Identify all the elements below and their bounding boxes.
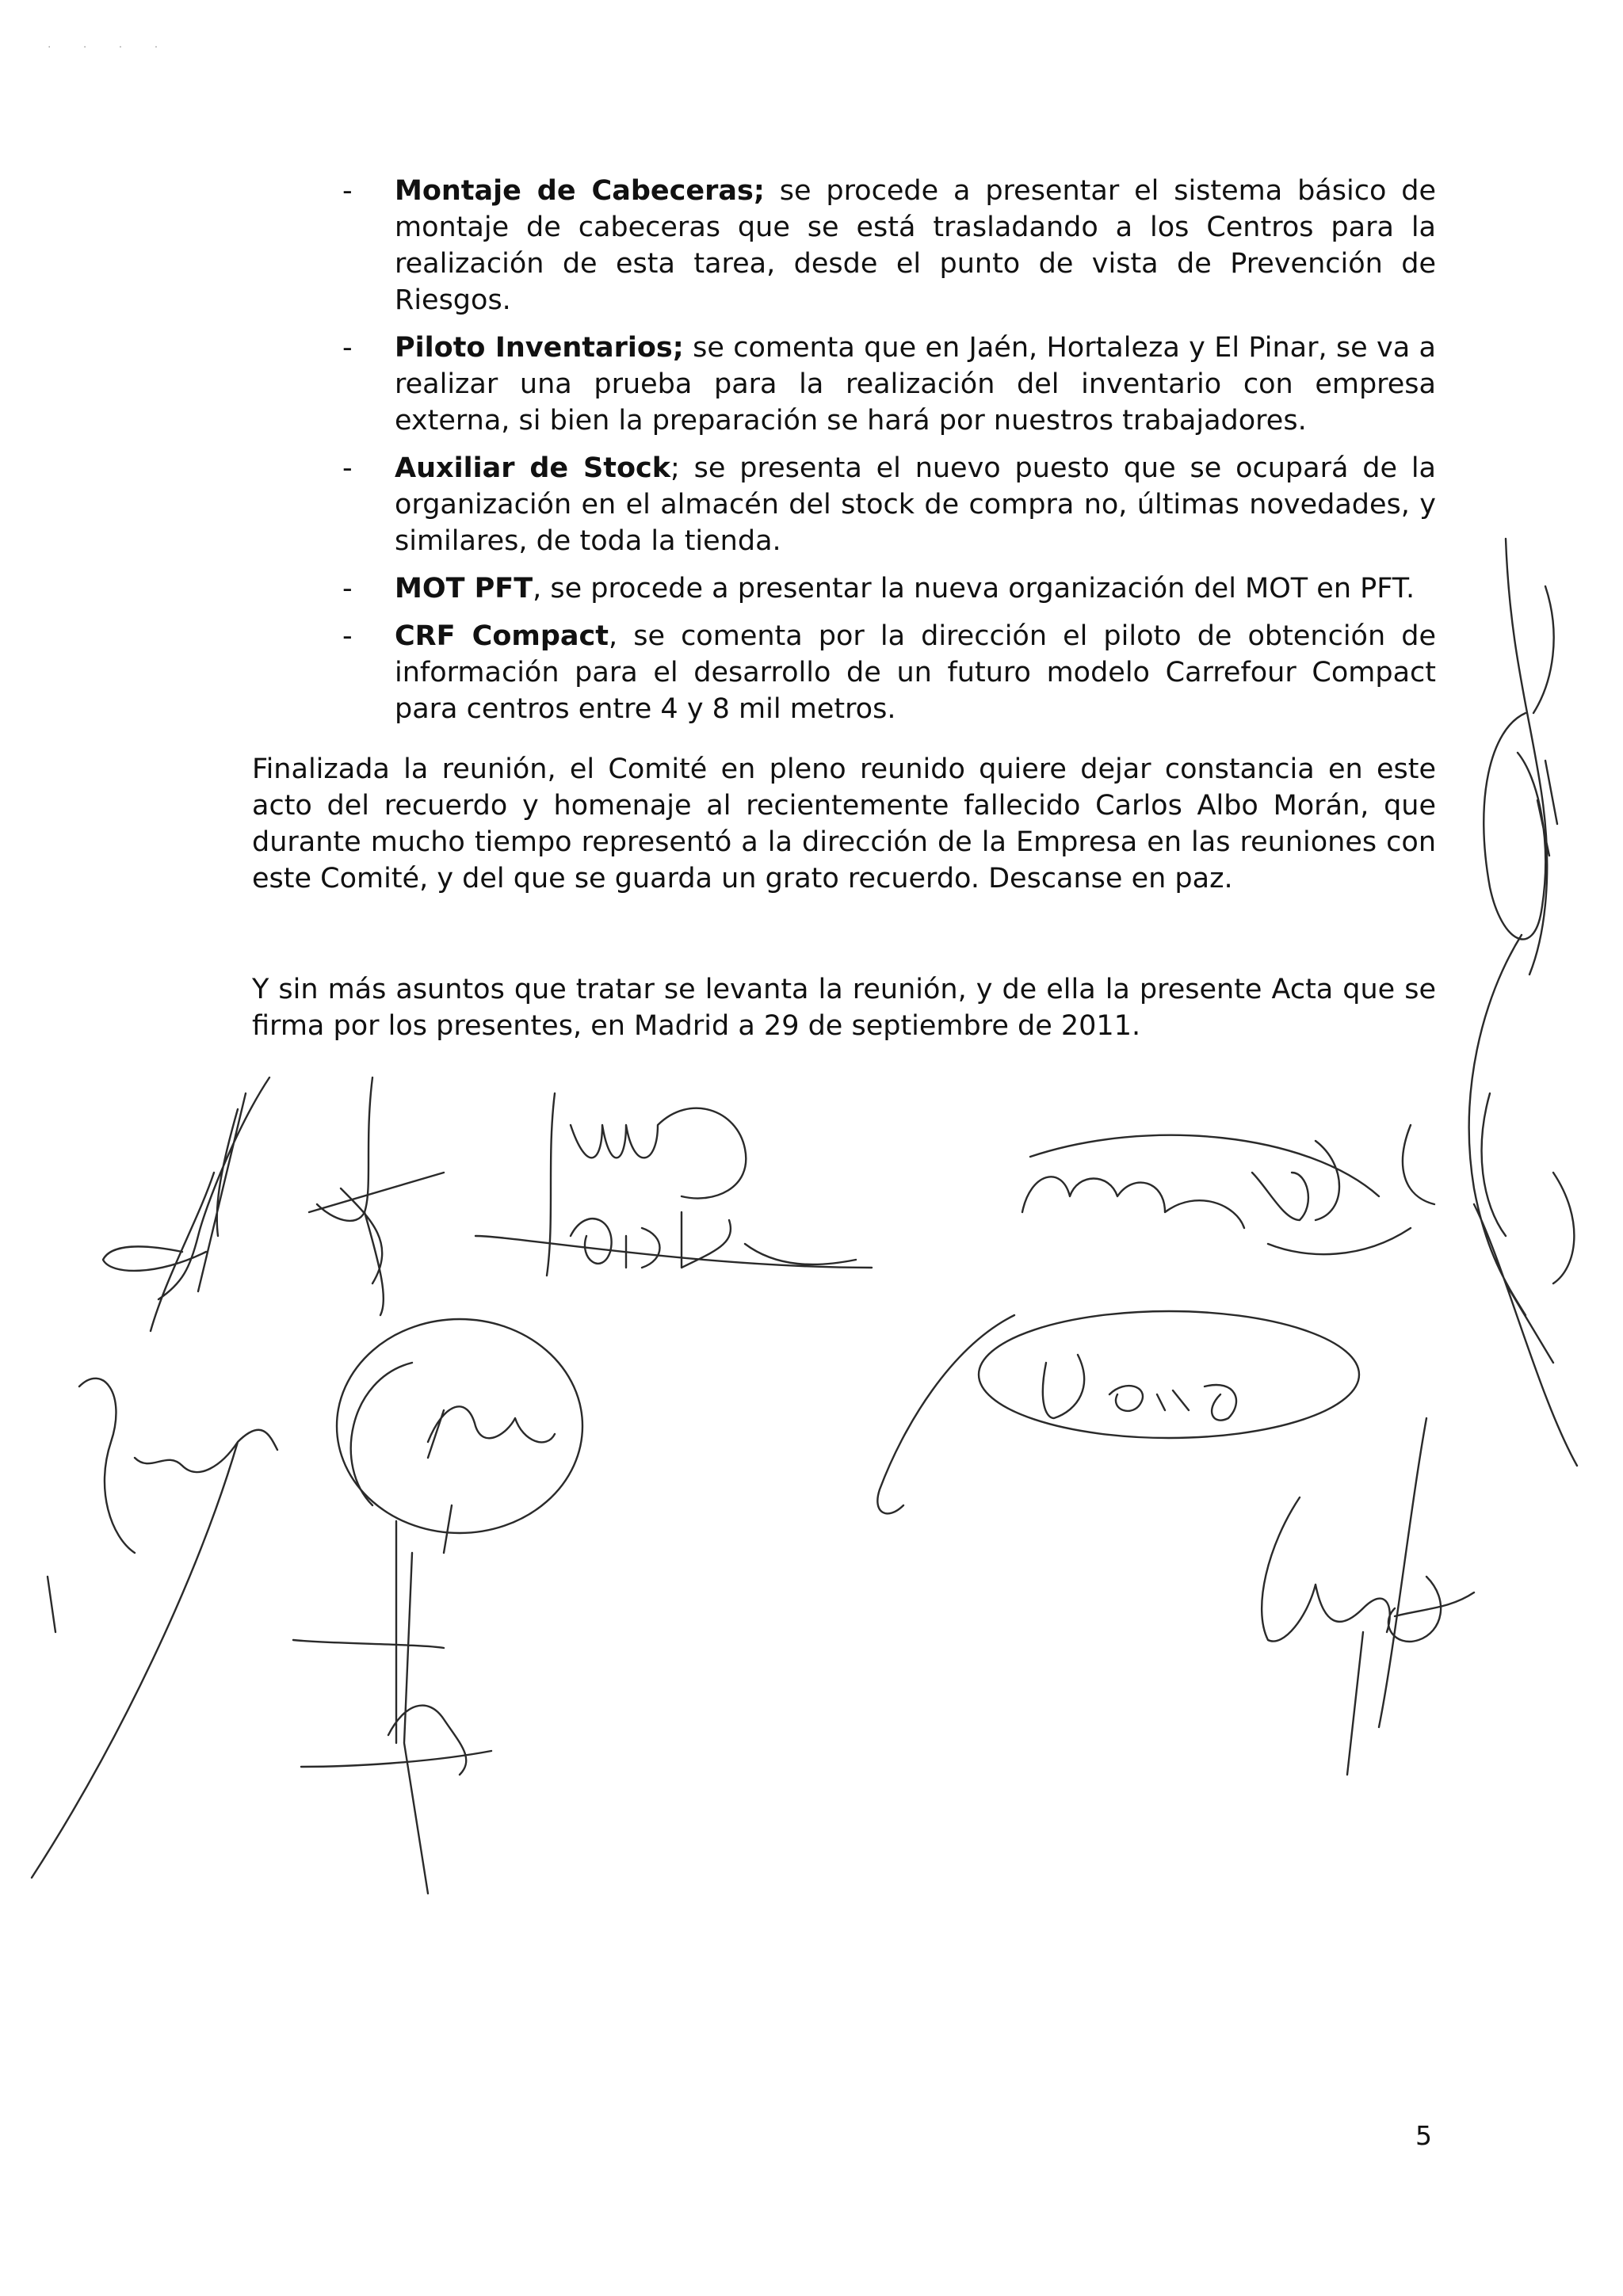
signature-left-2 — [309, 1077, 444, 1315]
bullet-text: , se procede a presentar la nueva organización del MOT en PFT. — [533, 573, 1415, 605]
bullet-text: , se comenta por la dirección el piloto de obtención de información para el desarrollo de un futuro modelo Carrefour Compact para centros entre 4 y 8 mil metros. — [395, 620, 1436, 725]
bullet-text: ; se presenta el nuevo puesto que se ocupará de la organización en el almacén del stock de compra no, últimas novedades, y similares, de toda la tienda. — [395, 452, 1437, 557]
bullet-text: se procede a presentar el sistema básico de montaje de cabeceras que se está trasladando a los Centros para la realización de esta tarea, desde el punto de vista de Prevención de Riesgos. — [395, 175, 1436, 316]
bullet-text: se comenta que en Jaén, Hortaleza y El Pinar, se va a realizar una prueba para la realización del inventario con empresa externa, si bien la preparación se hará por nuestros trabajadores. — [395, 332, 1436, 437]
bullet-dash: - — [342, 573, 353, 605]
bullet-dash: - — [342, 452, 353, 484]
signature-right-lower — [1262, 1418, 1474, 1775]
homage-paragraph: Finalizada la reunión, el Comité en pleno reunido quiere dejar constancia en este acto del recuerdo y homenaje al recientemente fallecido Carlos Albo Morán, que durante mucho tiempo representó a la dirección de la Empresa en las reuniones con este Comité, y del que se guarda un grato recuerdo. Descanse en paz. — [252, 753, 1436, 894]
signature-left-1 — [103, 1077, 269, 1331]
page-number: 5 — [1415, 2120, 1432, 2151]
signature-reis — [337, 1319, 582, 1533]
signature-de-la-rosa — [475, 1093, 872, 1276]
signature-cross — [293, 1521, 491, 1894]
bullet-dash: - — [342, 175, 353, 207]
signature-left-3 — [32, 1379, 277, 1878]
signature-domingo — [979, 1311, 1359, 1438]
margin-signature — [1469, 539, 1577, 1466]
bullet-lead: CRF Compact — [395, 620, 609, 652]
bullet-dash: - — [342, 620, 353, 652]
bullet-lead: Montaje de Cabeceras; — [395, 175, 765, 207]
bullet-lead: Piloto Inventarios; — [395, 332, 684, 364]
scan-artifacts: · · · · — [48, 41, 173, 54]
bullet-dash: - — [342, 332, 353, 364]
bullet-lead: Auxiliar de Stock — [395, 452, 671, 484]
signature-marcos-lopez — [1022, 1125, 1434, 1254]
bullet-lead: MOT PFT — [395, 573, 533, 605]
closing-paragraph: Y sin más asuntos que tratar se levanta la reunión, y de ella la presente Acta que se firma por los presentes, en Madrid a 29 de septiembre de 2011. — [252, 974, 1436, 1042]
